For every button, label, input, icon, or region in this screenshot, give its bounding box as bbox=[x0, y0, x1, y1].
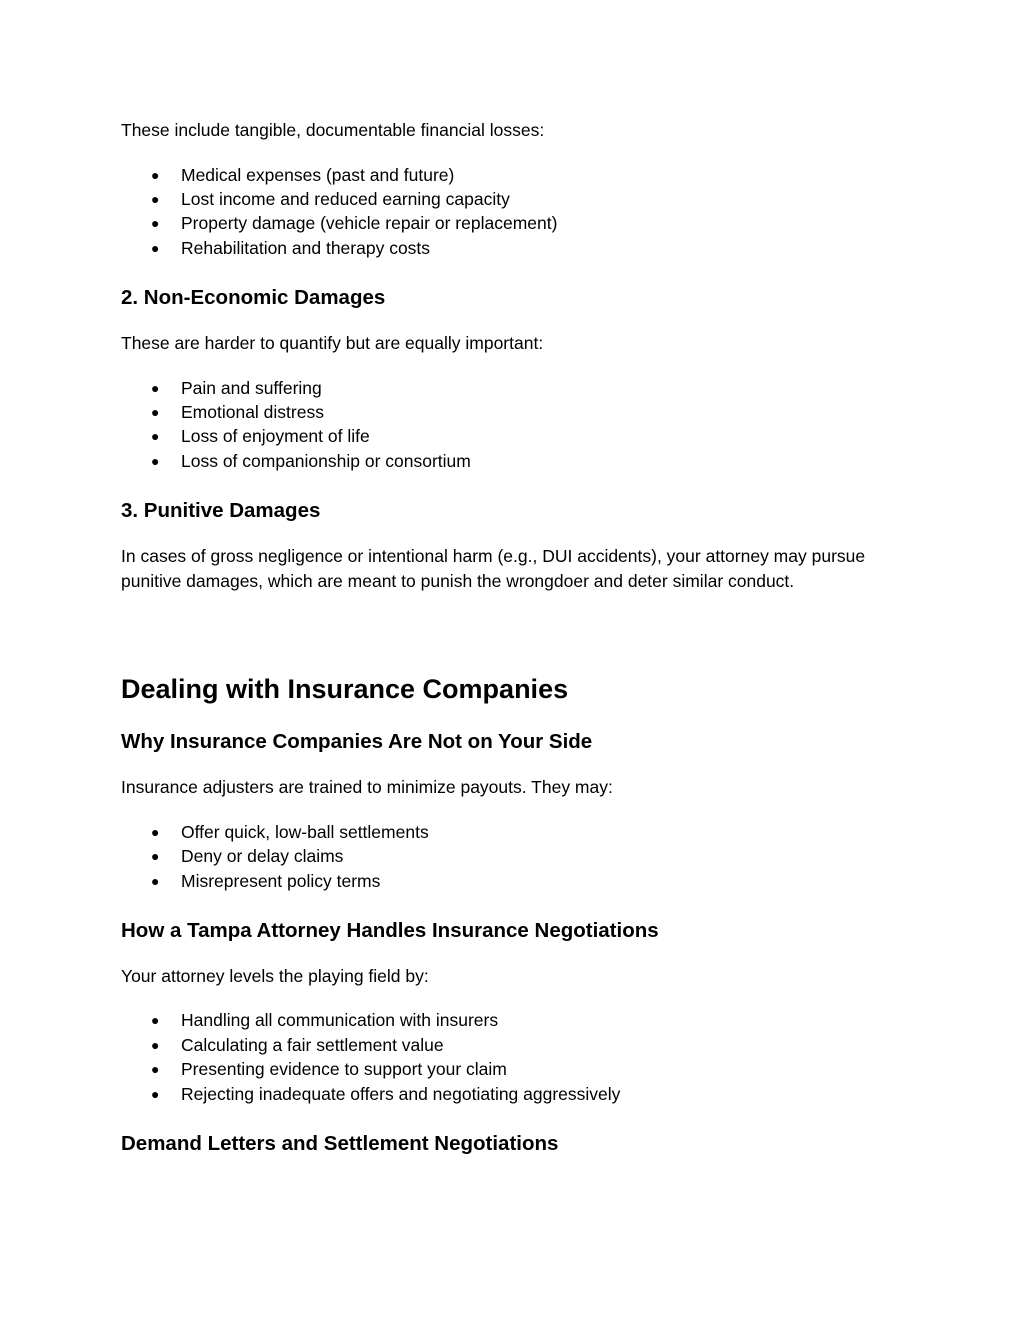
list-item bbox=[121, 820, 911, 844]
list-item-text: Loss of enjoyment of life bbox=[181, 426, 370, 447]
economic-intro: These include tangible, documentable financial losses: bbox=[121, 120, 545, 140]
list-item bbox=[121, 1082, 911, 1106]
list-item-text: Lost income and reduced earning capacity bbox=[181, 188, 510, 209]
list-item bbox=[121, 449, 911, 473]
why-insurance-intro: Insurance adjusters are trained to minimize payouts. They may: bbox=[121, 777, 613, 798]
list-item-text: Offer quick, low-ball settlements bbox=[181, 821, 429, 842]
list-item-text: Medical expenses (past and future) bbox=[181, 164, 455, 185]
bullet-icon: ● bbox=[151, 452, 160, 469]
list-item-text: Property damage (vehicle repair or replacement) bbox=[181, 213, 558, 234]
bullet-icon: ● bbox=[151, 1061, 160, 1078]
non-economic-intro: These are harder to quantify but are equally important: bbox=[121, 333, 544, 354]
list-item bbox=[121, 424, 911, 448]
insurance-tactics-list bbox=[121, 820, 911, 893]
list-item-text: Rehabilitation and therapy costs bbox=[181, 237, 431, 258]
bullet-icon: ● bbox=[151, 428, 160, 445]
list-item bbox=[121, 187, 911, 211]
bullet-icon: ● bbox=[151, 379, 160, 396]
punitive-body: In cases of gross negligence or intentional harm (e.g., DUI accidents), your attorney may pursue punitive damages, which are meant to punish the wrongdoer and deter similar conduct. bbox=[121, 546, 866, 591]
list-item bbox=[121, 844, 911, 868]
bullet-icon: ● bbox=[151, 166, 160, 183]
why-insurance-heading: Why Insurance Companies Are Not on Your Side bbox=[121, 730, 593, 754]
document-page bbox=[121, 118, 911, 1158]
list-item bbox=[121, 376, 911, 400]
bullet-icon: ● bbox=[151, 190, 160, 207]
non-economic-heading: 2. Non-Economic Damages bbox=[121, 286, 386, 310]
list-item bbox=[121, 400, 911, 424]
bullet-icon: ● bbox=[151, 215, 160, 232]
bullet-icon: ● bbox=[151, 239, 160, 256]
list-item bbox=[121, 869, 911, 893]
attorney-negotiations-intro: Your attorney levels the playing field by: bbox=[121, 965, 429, 986]
bullet-icon: ● bbox=[151, 1036, 160, 1053]
attorney-actions-list bbox=[121, 1008, 911, 1106]
bullet-icon: ● bbox=[151, 1012, 160, 1029]
bullet-icon: ● bbox=[151, 848, 160, 865]
bullet-icon: ● bbox=[151, 823, 160, 840]
bullet-icon: ● bbox=[151, 1085, 160, 1102]
attorney-negotiations-heading: How a Tampa Attorney Handles Insurance Negotiations bbox=[121, 918, 659, 942]
demand-letters-heading: Demand Letters and Settlement Negotiations bbox=[121, 1132, 559, 1156]
list-item-text: Loss of companionship or consortium bbox=[181, 450, 471, 471]
list-item bbox=[121, 163, 911, 187]
list-item bbox=[121, 211, 911, 235]
economic-damages-list bbox=[121, 163, 911, 261]
list-item-text: Handling all communication with insurers bbox=[181, 1010, 499, 1031]
list-item bbox=[121, 236, 911, 260]
list-item bbox=[121, 1057, 911, 1081]
insurance-title: Dealing with Insurance Companies bbox=[121, 674, 569, 705]
list-item-text: Rejecting inadequate offers and negotiating aggressively bbox=[181, 1083, 621, 1104]
list-item bbox=[121, 1033, 911, 1057]
list-item-text: Misrepresent policy terms bbox=[181, 870, 381, 891]
bullet-icon: ● bbox=[151, 404, 160, 421]
list-item-text: Calculating a fair settlement value bbox=[181, 1034, 444, 1055]
list-item bbox=[121, 1008, 911, 1032]
list-item-text: Pain and suffering bbox=[181, 377, 322, 398]
list-item-text: Emotional distress bbox=[181, 402, 324, 423]
punitive-heading: 3. Punitive Damages bbox=[121, 499, 321, 523]
non-economic-damages-list bbox=[121, 376, 911, 474]
list-item-text: Deny or delay claims bbox=[181, 846, 344, 867]
list-item-text: Presenting evidence to support your claim bbox=[181, 1059, 507, 1080]
bullet-icon: ● bbox=[151, 872, 160, 889]
